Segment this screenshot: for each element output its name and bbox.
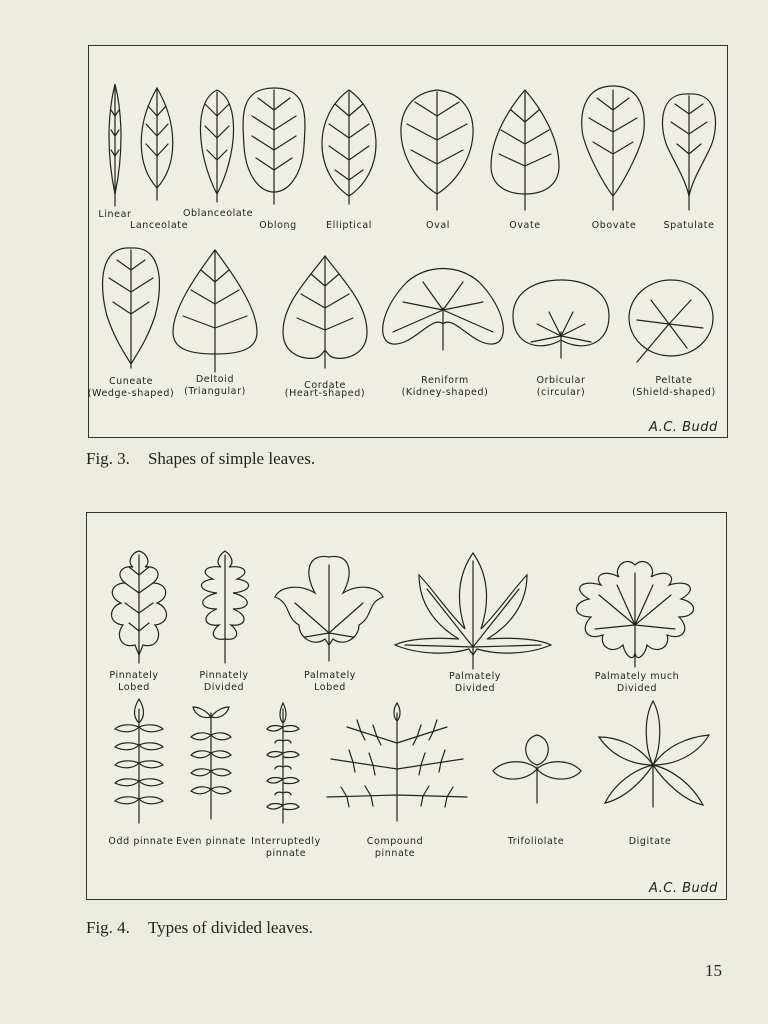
label-palmately-lobed	[304, 670, 356, 694]
fig3-plate	[88, 45, 728, 438]
linear-leaf-icon	[109, 84, 121, 206]
spatulate-leaf-icon	[662, 94, 715, 210]
page-number: 15	[705, 961, 722, 980]
label-orbicular	[536, 375, 585, 399]
label-cordate-sub: (Heart-shaped)	[284, 388, 366, 399]
label-even-pinnate-name: Even pinnate	[176, 836, 246, 847]
elliptical-leaf-icon	[322, 90, 376, 204]
label-even-pinnate	[176, 836, 246, 848]
label-pinnately-divided	[199, 670, 248, 694]
label-digitate-name: Digitate	[628, 836, 672, 847]
label-interruptedly-pinnate-sub: pinnate	[265, 848, 307, 859]
odd-pinnate-leaf-icon	[115, 699, 163, 823]
interruptedly-pinnate-leaf-icon	[267, 703, 299, 823]
label-pinnately-divided-name: Pinnately	[199, 670, 249, 681]
label-odd-pinnate	[108, 836, 173, 848]
pinnately-lobed-leaf-icon	[112, 551, 167, 663]
label-palmately-divided-sub: Divided	[454, 683, 496, 694]
label-palmately-lobed-sub: Lobed	[314, 682, 346, 693]
label-compound-pinnate-name: Compound	[366, 836, 424, 847]
label-pinnately-lobed	[109, 670, 158, 694]
trifoliolate-leaf-icon	[493, 735, 581, 803]
oval-leaf-icon	[401, 90, 473, 210]
digitate-leaf-icon	[599, 701, 709, 807]
label-palmately-divided-name: Palmately	[448, 671, 502, 682]
label-peltate-name: Peltate	[655, 375, 693, 386]
label-ovate: Ovate	[509, 220, 541, 231]
label-reniform-sub: (Kidney-shaped)	[401, 387, 489, 398]
fig4-title: Types of divided leaves.	[147, 918, 313, 937]
even-pinnate-leaf-icon	[191, 707, 231, 819]
label-interruptedly-pinnate	[251, 836, 321, 860]
label-pinnately-lobed-name: Pinnately	[109, 670, 159, 681]
cuneate-leaf-icon	[103, 248, 160, 368]
label-obovate: Obovate	[591, 220, 637, 231]
label-oblanceolate: Oblanceolate	[182, 208, 254, 219]
fig3-number: Fig. 3.	[86, 449, 130, 468]
label-deltoid	[184, 374, 246, 398]
cordate-leaf-icon	[283, 256, 367, 368]
palmately-divided-leaf-icon	[395, 553, 551, 669]
label-linear: Linear	[98, 209, 132, 220]
label-deltoid-sub: (Triangular)	[184, 386, 246, 397]
lanceolate-leaf-icon	[141, 88, 173, 200]
label-pinnately-divided-sub: Divided	[203, 682, 245, 693]
label-trifoliolate-name: Trifoliolate	[507, 836, 565, 847]
fig4-plate	[86, 512, 727, 900]
peltate-leaf-icon	[629, 280, 713, 362]
label-cordate-name: Cordate	[304, 380, 346, 391]
label-deltoid-name: Deltoid	[195, 374, 235, 385]
label-spatulate: Spatulate	[663, 220, 715, 231]
label-palmately-lobed-name: Palmately	[303, 670, 357, 681]
label-interruptedly-pinnate-name: Interruptedly	[251, 836, 321, 847]
obovate-leaf-icon	[582, 86, 645, 210]
label-palmately-divided	[449, 671, 501, 695]
label-palmately-much-divided-sub: Divided	[616, 683, 658, 694]
fig3-title: Shapes of simple leaves.	[147, 449, 316, 468]
label-reniform	[402, 375, 489, 399]
label-peltate	[632, 375, 716, 399]
label-reniform-name: Reniform	[421, 375, 469, 386]
fig4-number: Fig. 4.	[86, 918, 130, 937]
label-peltate-sub: (Shield-shaped)	[632, 387, 716, 398]
label-orbicular-sub: (circular)	[536, 387, 586, 398]
deltoid-leaf-icon	[173, 250, 257, 372]
reniform-leaf-icon	[383, 269, 504, 351]
label-trifoliolate	[508, 836, 564, 848]
label-palmately-much-divided-name: Palmately much	[594, 671, 680, 682]
label-compound-pinnate-sub: pinnate	[374, 848, 416, 859]
label-oval: Oval	[426, 220, 450, 231]
fig3-caption	[86, 449, 315, 469]
label-cordate	[285, 380, 365, 404]
label-pinnately-lobed-sub: Lobed	[118, 682, 150, 693]
ovate-leaf-icon	[491, 90, 559, 210]
label-digitate	[629, 836, 672, 848]
label-odd-pinnate-name: Odd pinnate	[108, 836, 174, 847]
label-orbicular-name: Orbicular	[536, 375, 586, 386]
oblanceolate-leaf-icon	[200, 90, 233, 202]
label-cuneate	[88, 376, 175, 400]
label-palmately-much-divided	[595, 671, 680, 695]
oblong-leaf-icon	[243, 88, 305, 204]
label-oblong: Oblong	[259, 220, 297, 231]
pinnately-divided-leaf-icon	[201, 551, 248, 663]
fig3-signature: A.C. Budd	[649, 420, 718, 435]
fig4-signature: A.C. Budd	[649, 881, 718, 896]
compound-pinnate-leaf-icon	[327, 703, 467, 821]
orbicular-leaf-icon	[513, 280, 609, 358]
label-cuneate-name: Cuneate	[108, 376, 154, 387]
fig4-caption	[86, 918, 313, 938]
palmately-lobed-leaf-icon	[275, 556, 383, 661]
palmately-much-divided-leaf-icon	[576, 562, 693, 667]
label-cuneate-sub: (Wedge-shaped)	[87, 388, 175, 399]
label-lanceolate: Lanceolate	[129, 220, 189, 231]
label-elliptical: Elliptical	[326, 220, 372, 231]
label-compound-pinnate	[367, 836, 423, 860]
